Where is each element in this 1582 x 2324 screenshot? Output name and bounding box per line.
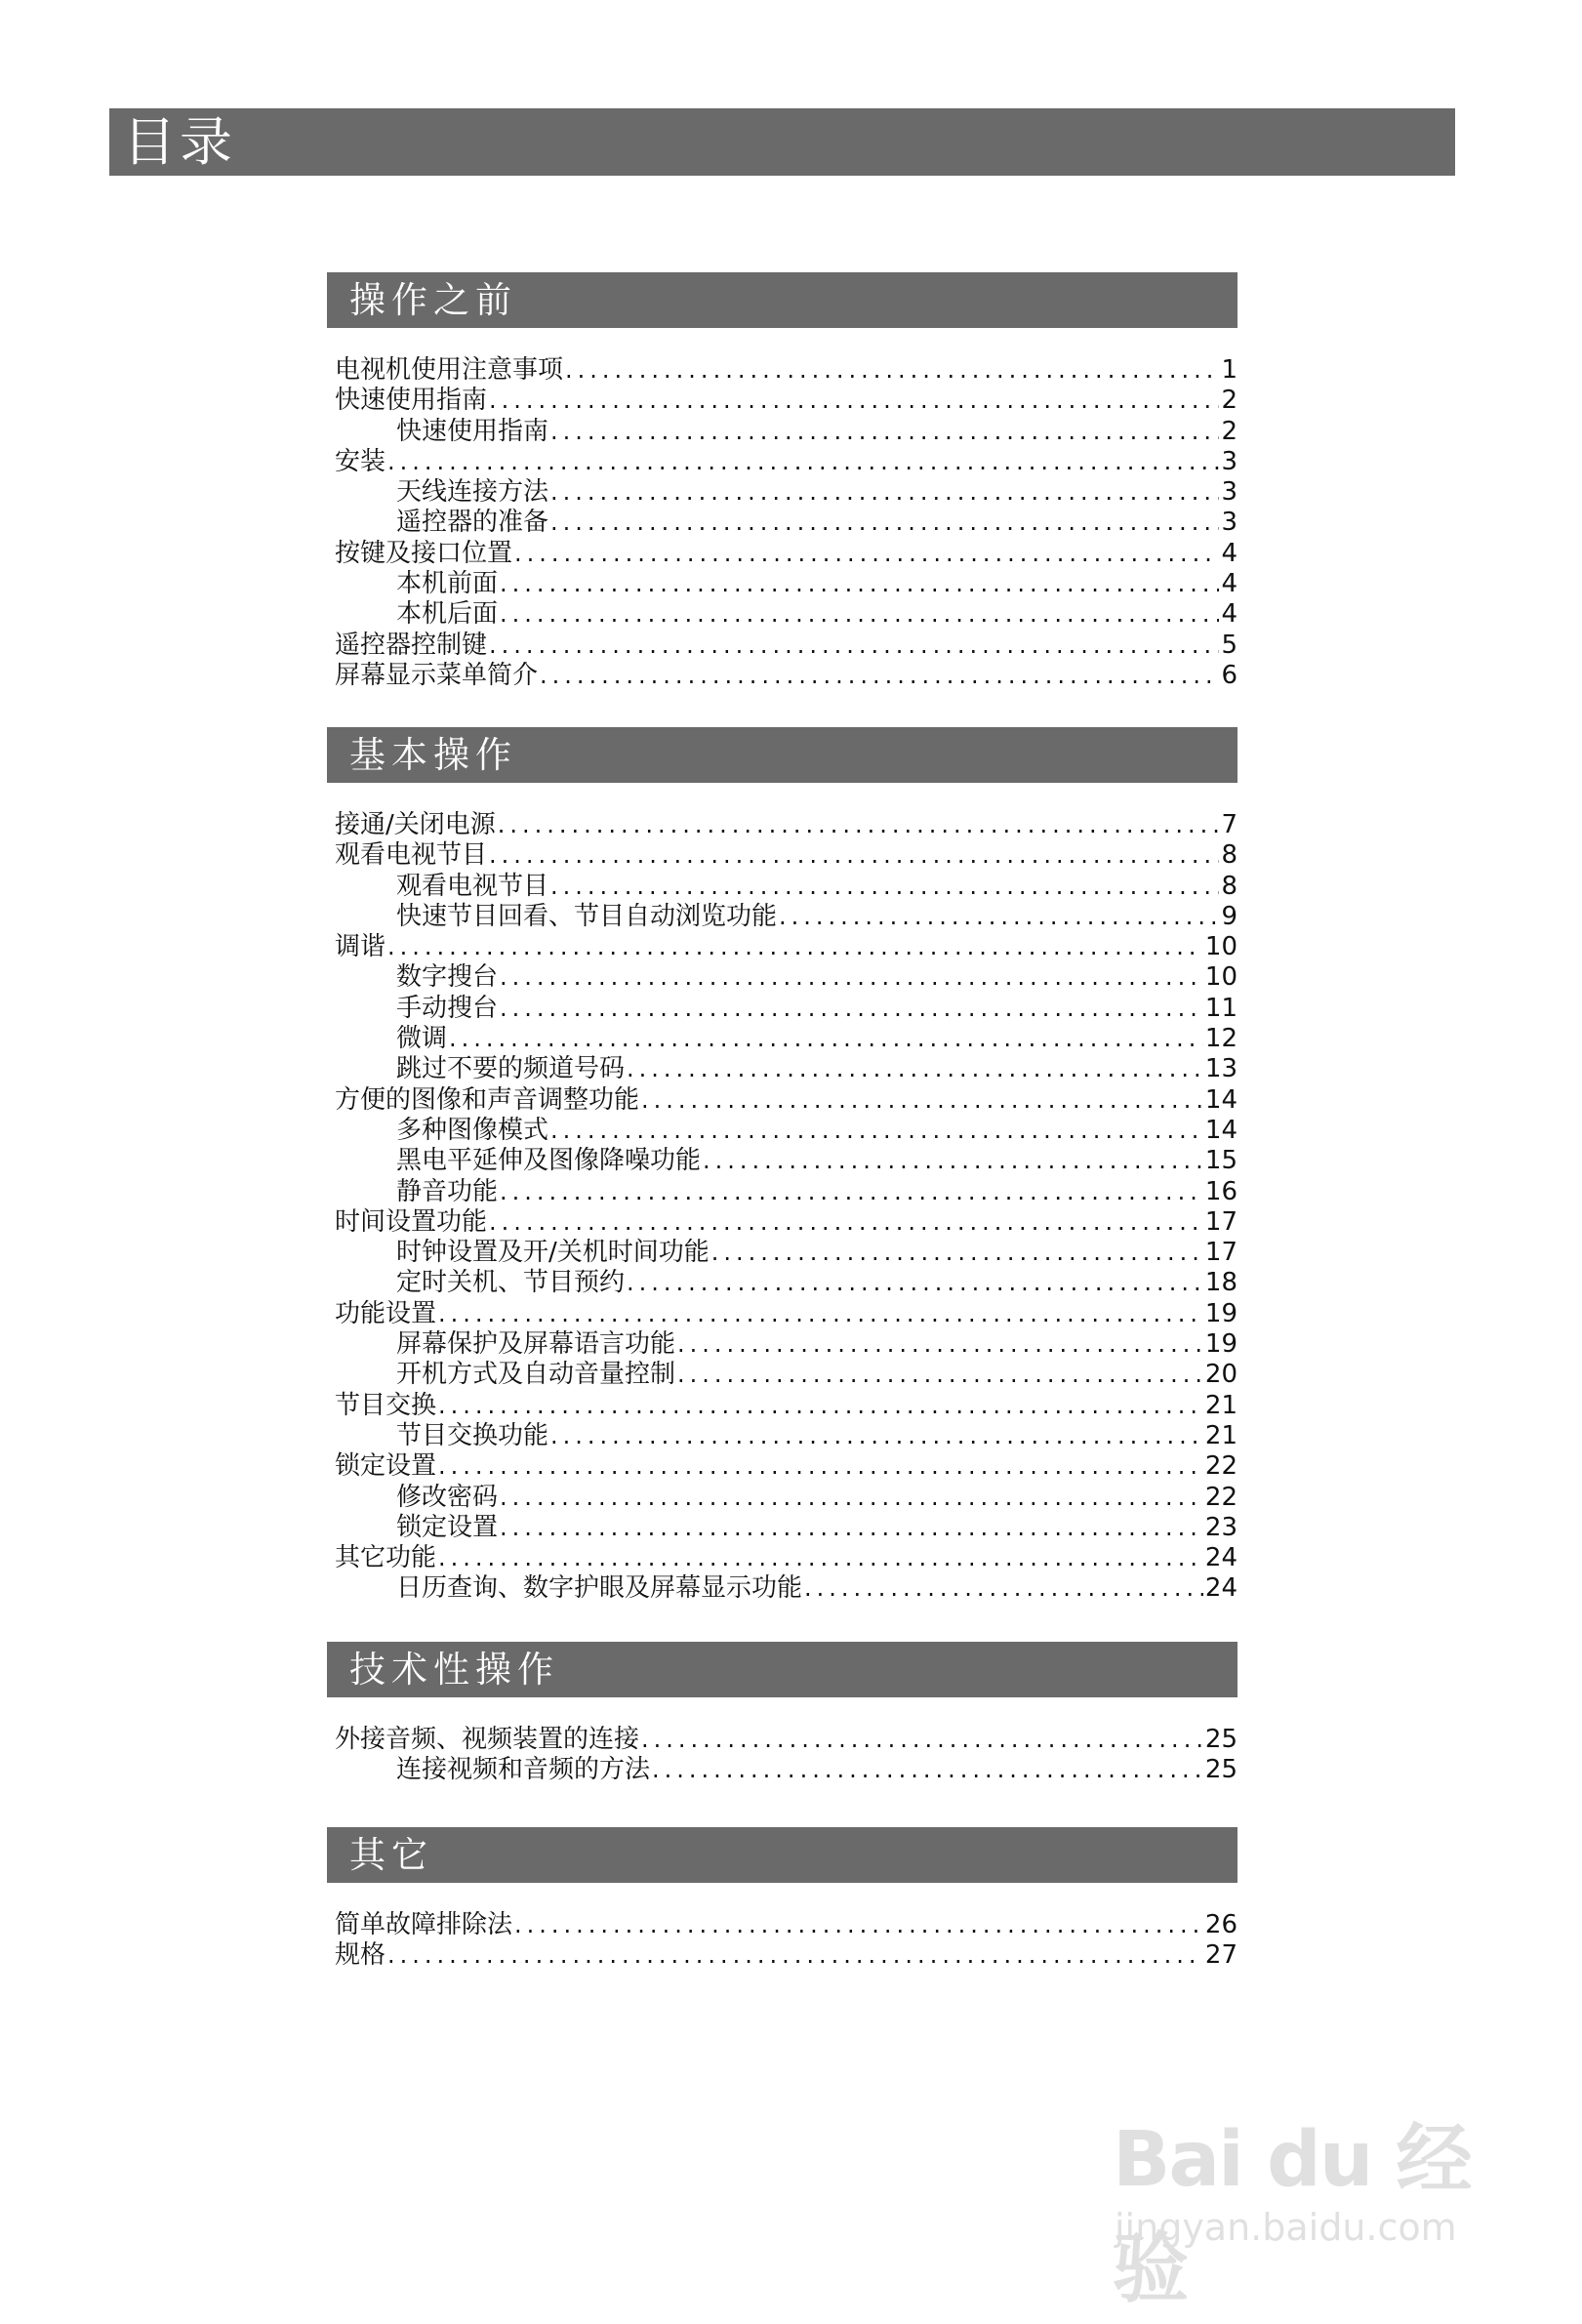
toc-page-number: 22	[1204, 1482, 1237, 1512]
toc-entry-label: 快速使用指南	[396, 416, 549, 446]
toc-entry-label: 连接视频和音频的方法	[396, 1755, 651, 1785]
toc-entry-label: 黑电平延伸及图像降噪功能	[396, 1146, 702, 1176]
toc-subentry	[335, 477, 1237, 508]
section-technical-operation	[327, 1642, 1237, 1786]
section-basic-operation	[327, 727, 1237, 1605]
toc-entry-label: 调谐	[335, 932, 386, 962]
toc-list	[327, 355, 1237, 691]
toc-entry	[335, 355, 1237, 386]
toc-entry	[335, 1451, 1237, 1482]
toc-leader-dots	[500, 962, 1203, 993]
toc-page-number: 22	[1204, 1451, 1237, 1482]
toc-page-number: 27	[1204, 1940, 1237, 1971]
toc-page-number: 21	[1204, 1390, 1237, 1420]
toc-leader-dots	[550, 417, 1219, 447]
toc-leader-dots	[500, 1483, 1203, 1513]
toc-leader-dots	[804, 1573, 1203, 1604]
toc-entry-label: 其它功能	[335, 1543, 437, 1573]
toc-entry-label: 简单故障排除法	[335, 1910, 513, 1939]
toc-entry-label: 天线连接方法	[396, 477, 549, 508]
toc-leader-dots	[489, 840, 1219, 871]
toc-entry	[335, 840, 1237, 871]
toc-page-number: 11	[1204, 993, 1237, 1023]
toc-page-number: 21	[1204, 1420, 1237, 1450]
toc-page-number: 6	[1221, 660, 1237, 690]
toc-entry-label: 遥控器控制键	[335, 630, 488, 660]
toc-leader-dots	[641, 1725, 1203, 1755]
toc-entry-label: 电视机使用注意事项	[335, 355, 564, 385]
toc-entry	[335, 1910, 1237, 1940]
toc-entry-label: 快速使用指南	[335, 386, 488, 416]
toc-leader-dots	[550, 1116, 1203, 1146]
toc-list	[327, 810, 1237, 1605]
toc-subentry	[335, 1024, 1237, 1054]
toc-page-number: 2	[1221, 386, 1237, 416]
toc-leader-dots	[500, 1177, 1203, 1207]
toc-leader-dots	[550, 872, 1219, 902]
toc-leader-dots	[438, 1391, 1203, 1421]
toc-subentry	[335, 1513, 1237, 1543]
toc-subentry	[335, 1573, 1237, 1604]
toc-page-number: 13	[1204, 1054, 1237, 1084]
toc-leader-dots	[449, 1024, 1203, 1054]
toc-page-number: 19	[1204, 1329, 1237, 1360]
toc-entry-label: 遥控器的准备	[396, 508, 549, 538]
toc-entry	[335, 1725, 1237, 1755]
toc-page-number: 15	[1204, 1146, 1237, 1176]
toc-subentry	[335, 417, 1237, 447]
toc-subentry	[335, 1116, 1237, 1146]
toc-leader-dots	[565, 355, 1219, 386]
toc-entry-label: 方便的图像和声音调整功能	[335, 1084, 640, 1115]
toc-entry	[335, 810, 1237, 840]
toc-entry-label: 手动搜台	[396, 993, 499, 1023]
section-header: 技术性操作	[327, 1642, 1237, 1697]
toc-leader-dots	[387, 932, 1203, 962]
toc-page-number: 12	[1204, 1024, 1237, 1054]
toc-leader-dots	[489, 631, 1219, 661]
toc-entry-label: 跳过不要的频道号码	[396, 1054, 626, 1084]
toc-page-number: 20	[1204, 1360, 1237, 1390]
toc-page-number: 2	[1221, 416, 1237, 446]
toc-entry	[335, 1940, 1237, 1971]
toc-page-number: 19	[1204, 1298, 1237, 1328]
toc-page-number: 4	[1221, 569, 1237, 599]
toc-page-number: 3	[1221, 446, 1237, 476]
section-header: 其它	[327, 1827, 1237, 1883]
toc-leader-dots	[550, 477, 1219, 508]
toc-leader-dots	[489, 1207, 1203, 1238]
toc-entry-label: 节目交换	[335, 1390, 437, 1420]
toc-entry	[335, 631, 1237, 661]
section-header: 基本操作	[327, 727, 1237, 783]
toc-leader-dots	[627, 1268, 1203, 1298]
toc-page-number: 4	[1221, 538, 1237, 568]
toc-entry-label: 数字搜台	[396, 962, 499, 993]
watermark-url: jingyan.baidu.com	[1115, 2206, 1457, 2249]
toc-page-number: 10	[1204, 962, 1237, 993]
section-other	[327, 1827, 1237, 1972]
toc-page-number: 1	[1221, 355, 1237, 385]
watermark-logo	[1113, 2079, 1483, 2313]
toc-list	[327, 1910, 1237, 1972]
toc-entry-label: 多种图像模式	[396, 1115, 549, 1145]
toc-entry	[335, 1391, 1237, 1421]
toc-leader-dots	[779, 902, 1219, 932]
toc-list	[327, 1725, 1237, 1786]
page-title: 目录	[109, 108, 1455, 176]
toc-leader-dots	[489, 386, 1219, 416]
toc-leader-dots	[514, 539, 1219, 569]
toc-subentry	[335, 902, 1237, 932]
toc-subentry	[335, 1238, 1237, 1268]
toc-page-number: 16	[1204, 1176, 1237, 1206]
toc-entry-label: 锁定设置	[396, 1512, 499, 1542]
toc-leader-dots	[500, 599, 1219, 630]
toc-page-number: 9	[1221, 901, 1237, 931]
toc-leader-dots	[703, 1146, 1203, 1176]
toc-subentry	[335, 872, 1237, 902]
toc-entry	[335, 1299, 1237, 1329]
toc-leader-dots	[387, 1940, 1203, 1971]
toc-entry-label: 时间设置功能	[335, 1206, 488, 1237]
toc-leader-dots	[500, 569, 1219, 599]
toc-subentry	[335, 994, 1237, 1024]
toc-page-number: 17	[1204, 1206, 1237, 1237]
toc-leader-dots	[438, 1299, 1203, 1329]
toc-entry-label: 快速节目回看、节目自动浏览功能	[396, 901, 778, 931]
toc-subentry	[335, 1054, 1237, 1084]
toc-subentry	[335, 1360, 1237, 1390]
toc-page-number: 18	[1204, 1268, 1237, 1298]
toc-leader-dots	[500, 994, 1203, 1024]
toc-subentry	[335, 1755, 1237, 1785]
toc-page-number: 7	[1221, 810, 1237, 839]
toc-entry-label: 外接音频、视频装置的连接	[335, 1725, 640, 1754]
toc-entry-label: 修改密码	[396, 1482, 499, 1512]
toc-entry-label: 锁定设置	[335, 1451, 437, 1482]
toc-page-number: 24	[1204, 1543, 1237, 1573]
toc-leader-dots	[498, 810, 1220, 840]
toc-entry-label: 按键及接口位置	[335, 538, 513, 568]
toc-entry	[335, 1543, 1237, 1573]
toc-leader-dots	[438, 1543, 1203, 1573]
toc-entry-label: 时钟设置及开/关机时间功能	[396, 1238, 710, 1268]
toc-page-number: 3	[1221, 508, 1237, 538]
toc-entry-label: 本机前面	[396, 569, 499, 599]
toc-subentry	[335, 962, 1237, 993]
toc-page-number: 24	[1204, 1573, 1237, 1604]
toc-leader-dots	[550, 1421, 1203, 1451]
toc-subentry	[335, 1421, 1237, 1451]
toc-subentry	[335, 508, 1237, 538]
toc-entry-label: 观看电视节目	[396, 871, 549, 901]
toc-entry	[335, 1207, 1237, 1238]
toc-entry-label: 规格	[335, 1940, 386, 1971]
toc-entry-label: 定时关机、节目预约	[396, 1268, 626, 1298]
toc-entry-label: 屏幕保护及屏幕语言功能	[396, 1329, 676, 1360]
toc-leader-dots	[438, 1451, 1203, 1482]
toc-subentry	[335, 1329, 1237, 1360]
toc-subentry	[335, 599, 1237, 630]
toc-leader-dots	[540, 661, 1219, 691]
toc-leader-dots	[387, 447, 1219, 477]
toc-entry	[335, 1085, 1237, 1116]
toc-entry	[335, 661, 1237, 691]
toc-leader-dots	[627, 1054, 1203, 1084]
toc-page-number: 10	[1204, 932, 1237, 962]
toc-entry	[335, 932, 1237, 962]
toc-leader-dots	[652, 1755, 1203, 1785]
toc-entry	[335, 386, 1237, 416]
toc-page-number: 26	[1204, 1910, 1237, 1939]
toc-page-number: 14	[1204, 1084, 1237, 1115]
toc-entry-label: 节目交换功能	[396, 1420, 549, 1450]
toc-subentry	[335, 1268, 1237, 1298]
toc-page-number: 25	[1204, 1755, 1237, 1785]
toc-leader-dots	[500, 1513, 1203, 1543]
toc-leader-dots	[550, 508, 1219, 538]
toc-page-number: 5	[1221, 630, 1237, 660]
toc-leader-dots	[677, 1360, 1203, 1390]
toc-page-number: 25	[1204, 1725, 1237, 1754]
toc-entry	[335, 539, 1237, 569]
toc-entry-label: 接通/关闭电源	[335, 810, 496, 839]
toc-entry-label: 微调	[396, 1024, 448, 1054]
toc-page-number: 3	[1221, 477, 1237, 508]
toc-leader-dots	[514, 1910, 1203, 1940]
toc-leader-dots	[677, 1329, 1203, 1360]
toc-entry	[335, 447, 1237, 477]
toc-page-number: 8	[1221, 840, 1237, 871]
toc-subentry	[335, 569, 1237, 599]
toc-leader-dots	[711, 1238, 1203, 1268]
toc-subentry	[335, 1483, 1237, 1513]
toc-page-number: 17	[1204, 1238, 1237, 1268]
section-before-operation	[327, 272, 1237, 691]
toc-entry-label: 本机后面	[396, 599, 499, 630]
toc-page-number: 14	[1204, 1115, 1237, 1145]
toc-subentry	[335, 1146, 1237, 1176]
toc-page-number: 4	[1221, 599, 1237, 630]
toc-entry-label: 观看电视节目	[335, 840, 488, 871]
toc-entry-label: 功能设置	[335, 1298, 437, 1328]
toc-entry-label: 日历查询、数字护眼及屏幕显示功能	[396, 1573, 803, 1604]
toc-subentry	[335, 1177, 1237, 1207]
toc-entry-label: 静音功能	[396, 1176, 499, 1206]
toc-entry-label: 开机方式及自动音量控制	[396, 1360, 676, 1390]
toc-entry-label: 屏幕显示菜单简介	[335, 660, 539, 690]
watermark-brand: Bai du 经验	[1113, 2116, 1471, 2313]
toc-page-number: 23	[1204, 1512, 1237, 1542]
toc-page-number: 8	[1221, 871, 1237, 901]
section-header: 操作之前	[327, 272, 1237, 328]
toc-leader-dots	[641, 1085, 1203, 1116]
toc-entry-label: 安装	[335, 446, 386, 476]
